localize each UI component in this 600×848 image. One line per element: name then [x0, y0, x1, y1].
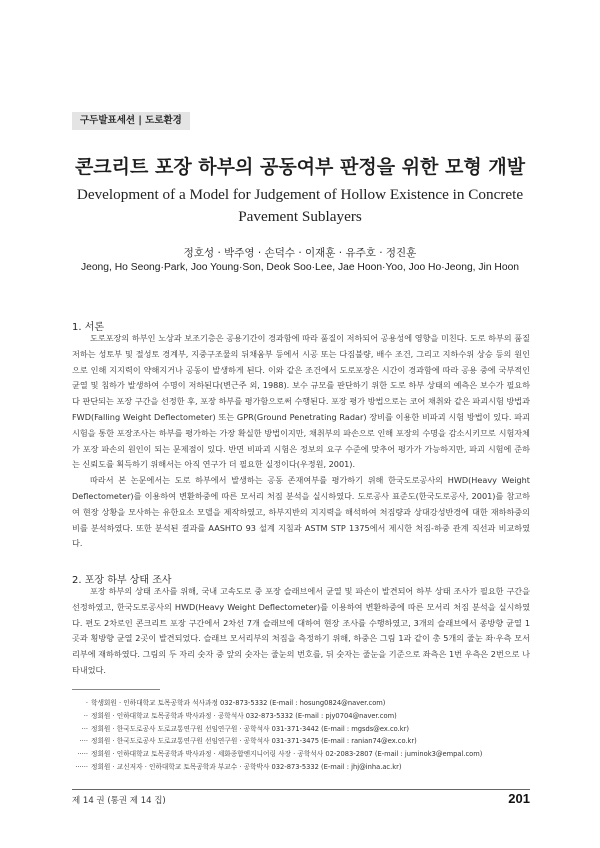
session-tag: 구두발표세션 | 도로환경 — [72, 112, 190, 130]
section-1-paragraph-2: 따라서 본 논문에서는 도로 하부에서 발생하는 공동 존재여부를 평가하기 위해 한국도로공사의 HWD(Heavy Weight Deflectometer)를 이용하여 변환하중에 따른 모서리 처짐 분석을 실시하였다. 도로공사 표준도(한국도로공사, 2001)를 참고하여 현장 상황을 모사하는 유한요소 모델을 제작하였고, 하부지반의 지지력을 해석하여 처짐량과 상대강성반경에 대한 재하하중의 비를 분석하였다. 또한 분석된 결과를 AASHTO 93 설계 지침과 ASTM STP 1375에서 제시한 처짐-하중 관계 직선과 비교하였다. — [72, 475, 530, 549]
title-korean: 콘크리트 포장 하부의 공동여부 판정을 위한 모형 개발 — [74, 156, 526, 178]
title-english: Development of a Model for Judgement of Hollow Existence in Concrete Pavement Sublayers — [76, 186, 524, 225]
footnotes — [72, 697, 542, 774]
footnote: ···· 정회원 · 한국도로공사 도로교통연구원 선임연구원 · 공학석사 031-371-3475 (E-mail : ranian74@ex.co.kr) — [79, 737, 417, 746]
section-1-paragraph-1: 도로포장의 하부인 노상과 보조기층은 공용기간이 경과함에 따라 품질이 저하되어 공용성에 영향을 미친다. 도로 하부의 품질 저하는 성토부 및 절성토 경계부, 지중구조물의 뒤채움부 등에서 시공 또는 다짐불량, 배수 조건, 그리고 지하수위 상승 등의 원인으로 인해 지지력이 약해지거나 공동이 발생하게 된다. 이와 같은 조건에서 도로포장은 시간이 경과함에 따라 공용 중에 국부적인 균열 및 침하가 발생하여 수명이 저하된다(변근주 외, 1988). 보수 규모를 판단하기 위한 도로 하부 상태의 예측은 보수가 필요하다 판단되는 포장 구간을 선정한 후, 포장 하부를 평가함으로써 수행된다. 포장 평가 방법으로는 코어 채취와 같은 파괴시험 방법과 FWD(Falling Weight Deflectometer) 또는 GPR(Ground Penetrating Radar) 장비를 이용한 비파괴 시험 방법이 있다. 파괴 시험을 통한 포장조사는 하부를 평가하는 가장 확실한 방법이지만, 채취부의 파손으로 인해 포장의 수명을 감소시키므로 시험자체가 포장 파손의 원인이 되는 문제점이 있다. 반면 비파괴 시험은 정보의 요구 수준에 맞추어 평가가 가능하지만, 파괴 시험에 준하는 신뢰도를 획득하기 위해서는 아직 연구가 더 필요한 실정이다(우정원, 2001). — [72, 333, 530, 470]
issue-info: 제 14 권 (통권 제 14 집) — [72, 796, 166, 806]
section-2-body — [72, 584, 530, 679]
footnote: ····· 정회원 · 인하대학교 토목공학과 박사과정 · 세화종합엔지니어링 사장 · 공학석사 02-2083-2807 (E-mail : juminok3@empal.com) — [77, 750, 483, 759]
footnote: ······ 정회원 · 교신저자 · 인하대학교 토목공학과 부교수 · 공학박사 032-873-5332 (E-mail : jhj@inha.ac.kr) — [75, 762, 402, 771]
section-1-heading: 1. 서론 — [72, 322, 105, 333]
section-2-heading: 2. 포장 하부 상태 조사 — [72, 575, 172, 586]
footnote: · 학생회원 · 인하대학교 토목공학과 석사과정 032-873-5332 (E-mail : hosung0824@naver.com) — [85, 699, 386, 707]
authors-korean: 정호성 · 박주영 · 손덕수 · 이재훈 · 유주호 · 정진훈 — [183, 247, 417, 259]
page-number: 201 — [508, 791, 530, 806]
section-1-body — [72, 331, 530, 552]
section-2-paragraph-1: 포장 하부의 상태 조사를 위해, 국내 고속도로 중 포장 슬래브에서 균열 및 파손이 발견되어 하부 상태 조사가 필요한 구간을 선정하였고, 한국도로공사의 HWD(Heavy Weight Deflectometer)를 이용하여 변환하중에 따른 모서리 처짐 분석을 실시하였다. 편도 2차로인 콘크리트 포장 구간에서 2차선 7개 슬래브에 대하여 현장 조사를 수행하였고, 3개의 슬래브에서 종방향 균열 1곳과 횡방향 균열 2곳이 발견되었다. 슬래브 모서리부의 처짐을 측정하기 위해, 하중은 그림 1과 같이 총 5개의 줄눈 좌·우측 모서리부에 재하하였다. 그림의 두 자리 숫자 중 앞의 숫자는 줄눈의 번호를, 뒤 숫자는 줄눈을 기준으로 좌측은 1번 우측은 2번으로 나타내었다. — [72, 586, 530, 675]
footnote: ·· 정회원 · 인하대학교 토목공학과 박사과정 · 공학석사 032-873-5332 (E-mail : pjy0704@naver.com) — [83, 711, 397, 720]
footnote-divider — [72, 689, 160, 690]
authors-english: Jeong, Ho Seong·Park, Joo Young·Son, Deok Soo·Lee, Jae Hoon·Yoo, Joo Ho·Jeong, Jin Hoon — [80, 262, 520, 273]
footnote: ··· 정회원 · 한국도로공사 도로교통연구원 선임연구원 · 공학석사 031-371-3442 (E-mail : mgsds@ex.co.kr) — [81, 724, 409, 733]
footer-rule — [72, 789, 530, 790]
